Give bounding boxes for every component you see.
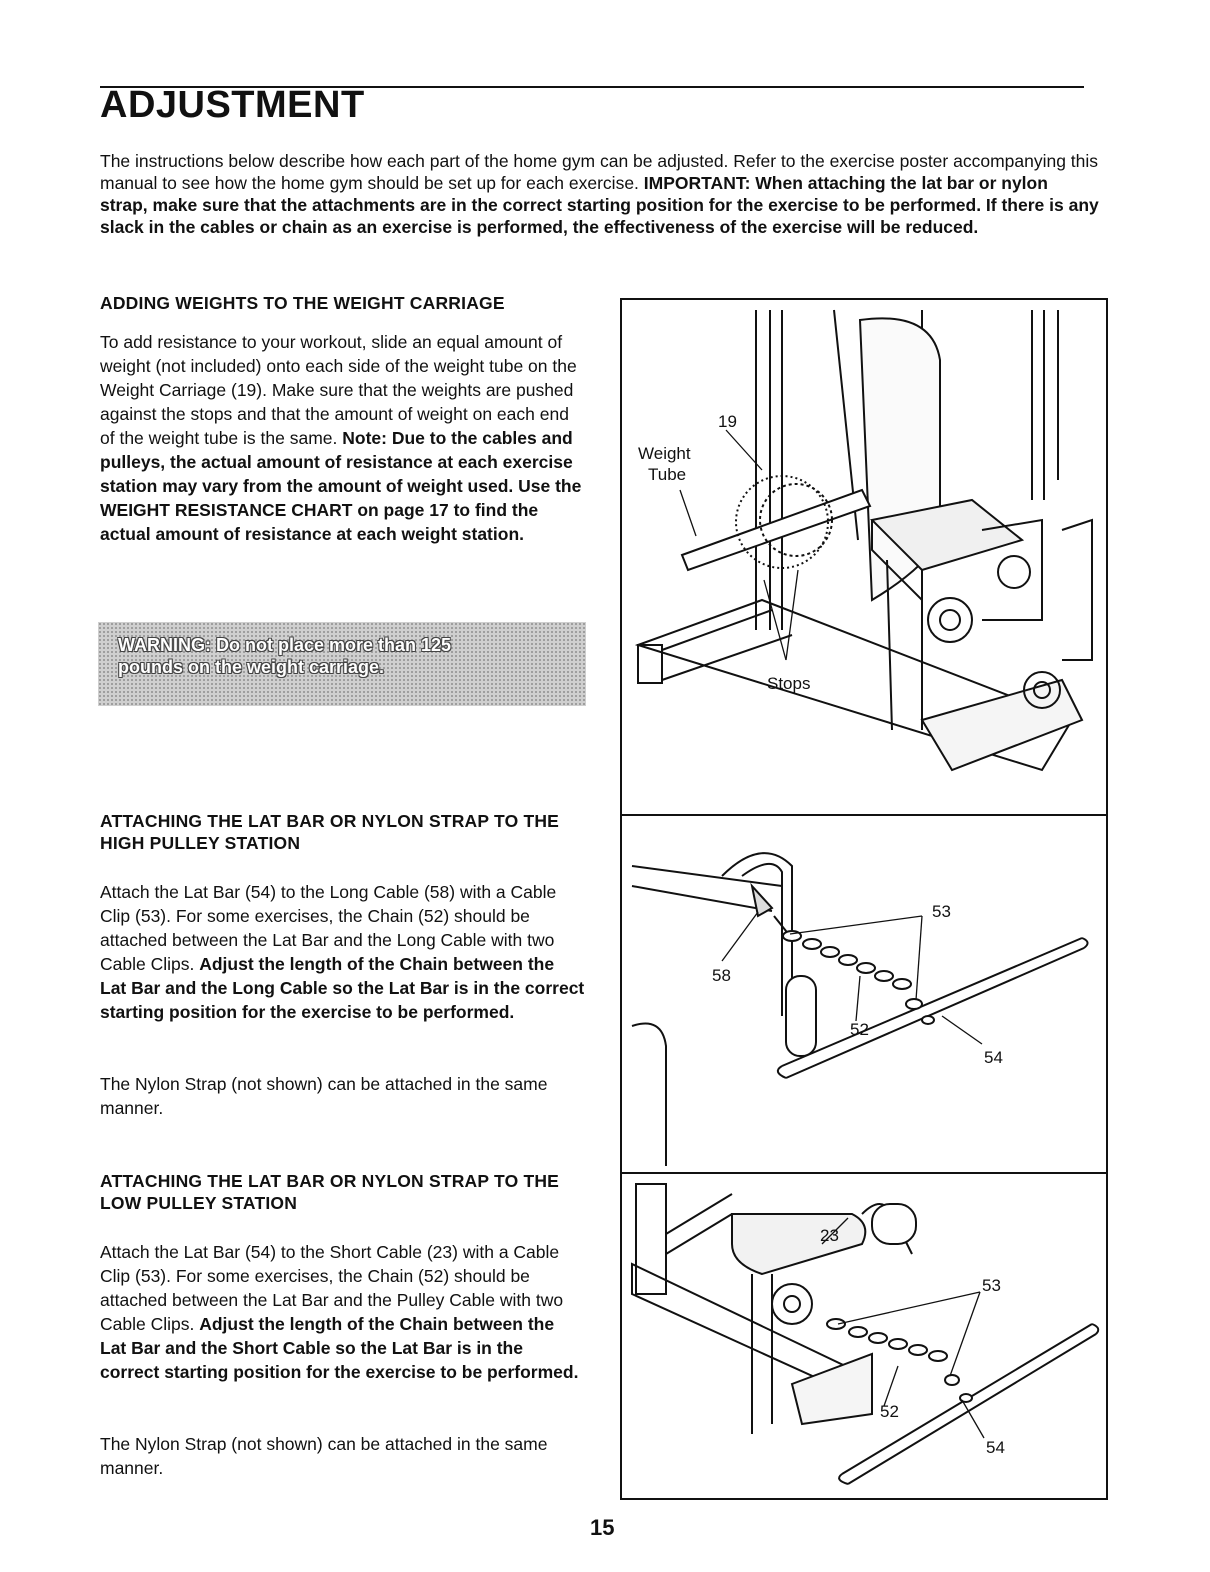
high-pulley-body bbox=[100, 880, 585, 1024]
heading-adding-weights: ADDING WEIGHTS TO THE WEIGHT CARRIAGE bbox=[100, 293, 505, 313]
low-pulley-bold: Adjust the length of the Chain between the Lat Bar and the Short Cable so the Lat Bar is in the correct starting position for the exercise to be performed. bbox=[100, 1314, 579, 1382]
low-pulley-text: Attach the Lat Bar (54) to the Short Cable (23) with a Cable Clip (53). For some exercises, the Chain (52) should be attached between the Lat Bar and the Pulley Cable with two Cable Clips. bbox=[100, 1242, 564, 1334]
page-number: 15 bbox=[590, 1515, 615, 1540]
label-chain-52: 52 bbox=[880, 1402, 899, 1421]
high-pulley-drawing bbox=[622, 816, 1110, 1176]
low-pulley-drawing bbox=[622, 1174, 1110, 1502]
adding-weights-body bbox=[100, 330, 585, 546]
figure-low-pulley bbox=[620, 1172, 1108, 1500]
intro-paragraph bbox=[100, 150, 1100, 238]
label-part-19: 19 bbox=[718, 412, 737, 431]
label-stops: Stops bbox=[767, 674, 811, 693]
label-clip-53: 53 bbox=[982, 1276, 1001, 1295]
figure-weight-carriage bbox=[620, 298, 1108, 816]
intro-important: IMPORTANT: When attaching the lat bar or nylon strap, make sure that the attachments are in the correct starting position for the exercise to be performed. If there is any slack in the cables or chain as an exercise is performed, the effectiveness of the exercise will be reduced. bbox=[100, 173, 1099, 237]
heading-high-pulley: ATTACHING THE LAT BAR OR NYLON STRAP TO THE HIGH PULLEY STATION bbox=[100, 811, 560, 853]
label-chain-52: 52 bbox=[850, 1020, 869, 1039]
high-pulley-text: Attach the Lat Bar (54) to the Long Cable (58) with a Cable Clip (53). For some exercises, the Chain (52) should be attached between the Lat Bar and the Long Cable with two Cable Clips. bbox=[100, 882, 557, 974]
figure-high-pulley bbox=[620, 814, 1108, 1174]
adding-weights-text: To add resistance to your workout, slide an equal amount of weight (not included) onto each side of the weight tube on the Weight Carriage (19). Make sure that the weights are pushed against the stops and that the amount of weight on each end of the weight tube is the same. bbox=[100, 332, 577, 448]
high-pulley-bold: Adjust the length of the Chain between the Lat Bar and the Long Cable so the Lat Bar is in the correct starting position for the exercise to be performed. bbox=[100, 954, 585, 1022]
intro-text: The instructions below describe how each part of the home gym can be adjusted. Refer to the exercise poster accompanying this manual to see how the home gym should be set up for each exercise. bbox=[100, 151, 1099, 193]
low-pulley-body bbox=[100, 1240, 585, 1384]
warning-box bbox=[98, 622, 586, 706]
label-cable-23: 23 bbox=[820, 1226, 839, 1245]
label-weight: Weight bbox=[638, 444, 691, 463]
heading-low-pulley: ATTACHING THE LAT BAR OR NYLON STRAP TO THE LOW PULLEY STATION bbox=[100, 1171, 560, 1213]
label-clip-53: 53 bbox=[932, 902, 951, 921]
warning-text: WARNING: Do not place more than 125 pounds on the weight carriage. bbox=[118, 635, 452, 677]
high-pulley-note: The Nylon Strap (not shown) can be attached in the same manner. bbox=[100, 1074, 548, 1118]
adding-weights-note: Note: Due to the cables and pulleys, the actual amount of resistance at each exercise station may vary from the amount of weight used. Use the WEIGHT RESISTANCE CHART on page 17 to find the actual amount of resistance at each weight station. bbox=[100, 428, 582, 544]
label-lat-bar-54: 54 bbox=[984, 1048, 1003, 1067]
weight-carriage-drawing bbox=[622, 300, 1110, 818]
label-lat-bar-54: 54 bbox=[986, 1438, 1005, 1457]
low-pulley-note: The Nylon Strap (not shown) can be attached in the same manner. bbox=[100, 1434, 548, 1478]
label-cable-58: 58 bbox=[712, 966, 731, 985]
page-title: ADJUSTMENT bbox=[100, 84, 365, 126]
label-tube: Tube bbox=[648, 465, 687, 484]
